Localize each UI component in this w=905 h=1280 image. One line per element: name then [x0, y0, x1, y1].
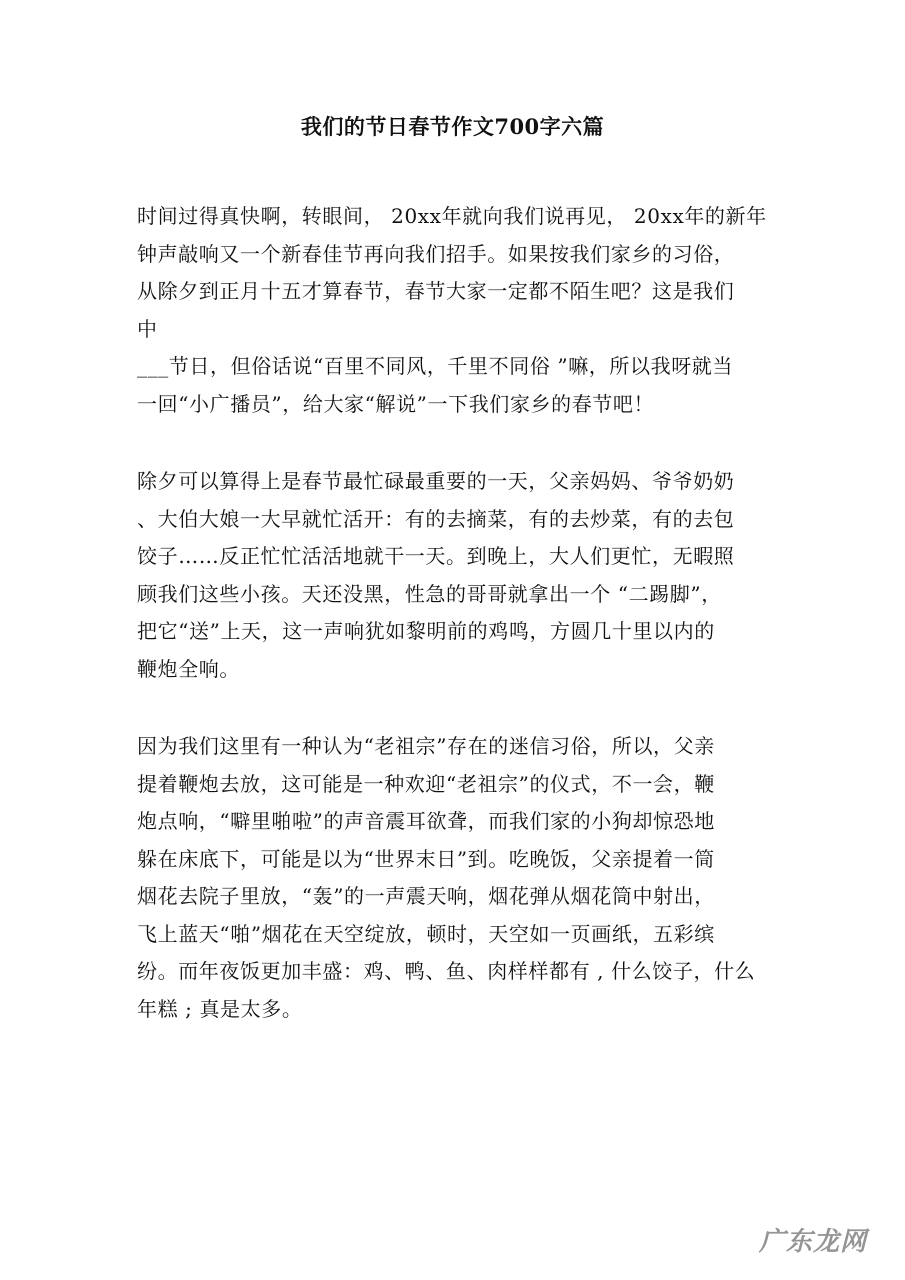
paragraph-line: 饺子……反正忙忙活活地就干一天。到晚上，大人们更忙，无暇照 — [137, 544, 735, 568]
paragraph-line: 提着鞭炮去放，这可能是一种欢迎“老祖宗”的仪式，不一会，鞭 — [137, 771, 715, 796]
paragraph-line: 炮点响，“噼里啪啦”的声音震耳欲聋，而我们家的小狗却惊恐地 — [137, 809, 715, 833]
paragraph-2 — [137, 463, 777, 688]
paragraph-line: 纷。而年夜饭更加丰盛：鸡、鸭、鱼、肉样样都有 , 什么饺子，什么 — [137, 959, 756, 983]
paragraph-1 — [137, 198, 777, 423]
paragraph-line: 一回“小广播员”，给大家“解说”一下我们家乡的春节吧！ — [137, 391, 655, 416]
paragraph-line: ___节日，但俗话说“百里不同风，千里不同俗 ”嘛，所以我呀就当 — [137, 354, 734, 378]
paragraph-line: 把它“送”上天，这一声响犹如黎明前的鸡鸣，方圆几十里以内的 — [137, 619, 715, 643]
document-body — [137, 198, 777, 1068]
paragraph-line: 中 — [137, 316, 158, 341]
paragraph-line: 、大伯大娘一大早就忙活开：有的去摘菜，有的去炒菜，有的去包 — [137, 506, 735, 531]
paragraph-line: 烟花去院子里放，“轰”的一声震天响，烟花弹从烟花筒中射出， — [137, 884, 715, 908]
paragraph-line: 从除夕到正月十五才算春节，春节大家一定都不陌生吧？这是我们 — [137, 279, 735, 303]
paragraph-line: 钟声敲响又一个新春佳节再向我们招手。如果按我们家乡的习俗， — [137, 241, 735, 266]
paragraph-line: 时间过得真快啊，转眼间， 20xx年就向我们说再见， 20xx年的新年 — [137, 204, 767, 228]
paragraph-3 — [137, 728, 777, 1028]
watermark-logo — [759, 1221, 867, 1258]
paragraph-line: 因为我们这里有一种认为“老祖宗”存在的迷信习俗，所以，父亲 — [137, 734, 715, 758]
document-title: 我们的节日春节作文700字六篇 — [300, 114, 605, 139]
paragraph-line: 年糕 ; 真是太多。 — [137, 996, 303, 1021]
watermark-text: 广东龙网 — [758, 1227, 867, 1257]
paragraph-line: 鞭炮全响。 — [137, 656, 240, 681]
paragraph-line: 除夕可以算得上是春节最忙碌最重要的一天，父亲妈妈、爷爷奶奶 — [137, 469, 735, 493]
paragraph-line: 躲在床底下，可能是以为“世界末日”到。吃晚饭，父亲提着一筒 — [137, 846, 715, 871]
paragraph-line: 顾我们这些小孩。天还没黑，性急的哥哥就拿出一个 “二踢脚”， — [137, 581, 722, 606]
paragraph-line: 飞上蓝天“啪”烟花在天空绽放，顿时，天空如一页画纸，五彩缤 — [137, 921, 715, 946]
